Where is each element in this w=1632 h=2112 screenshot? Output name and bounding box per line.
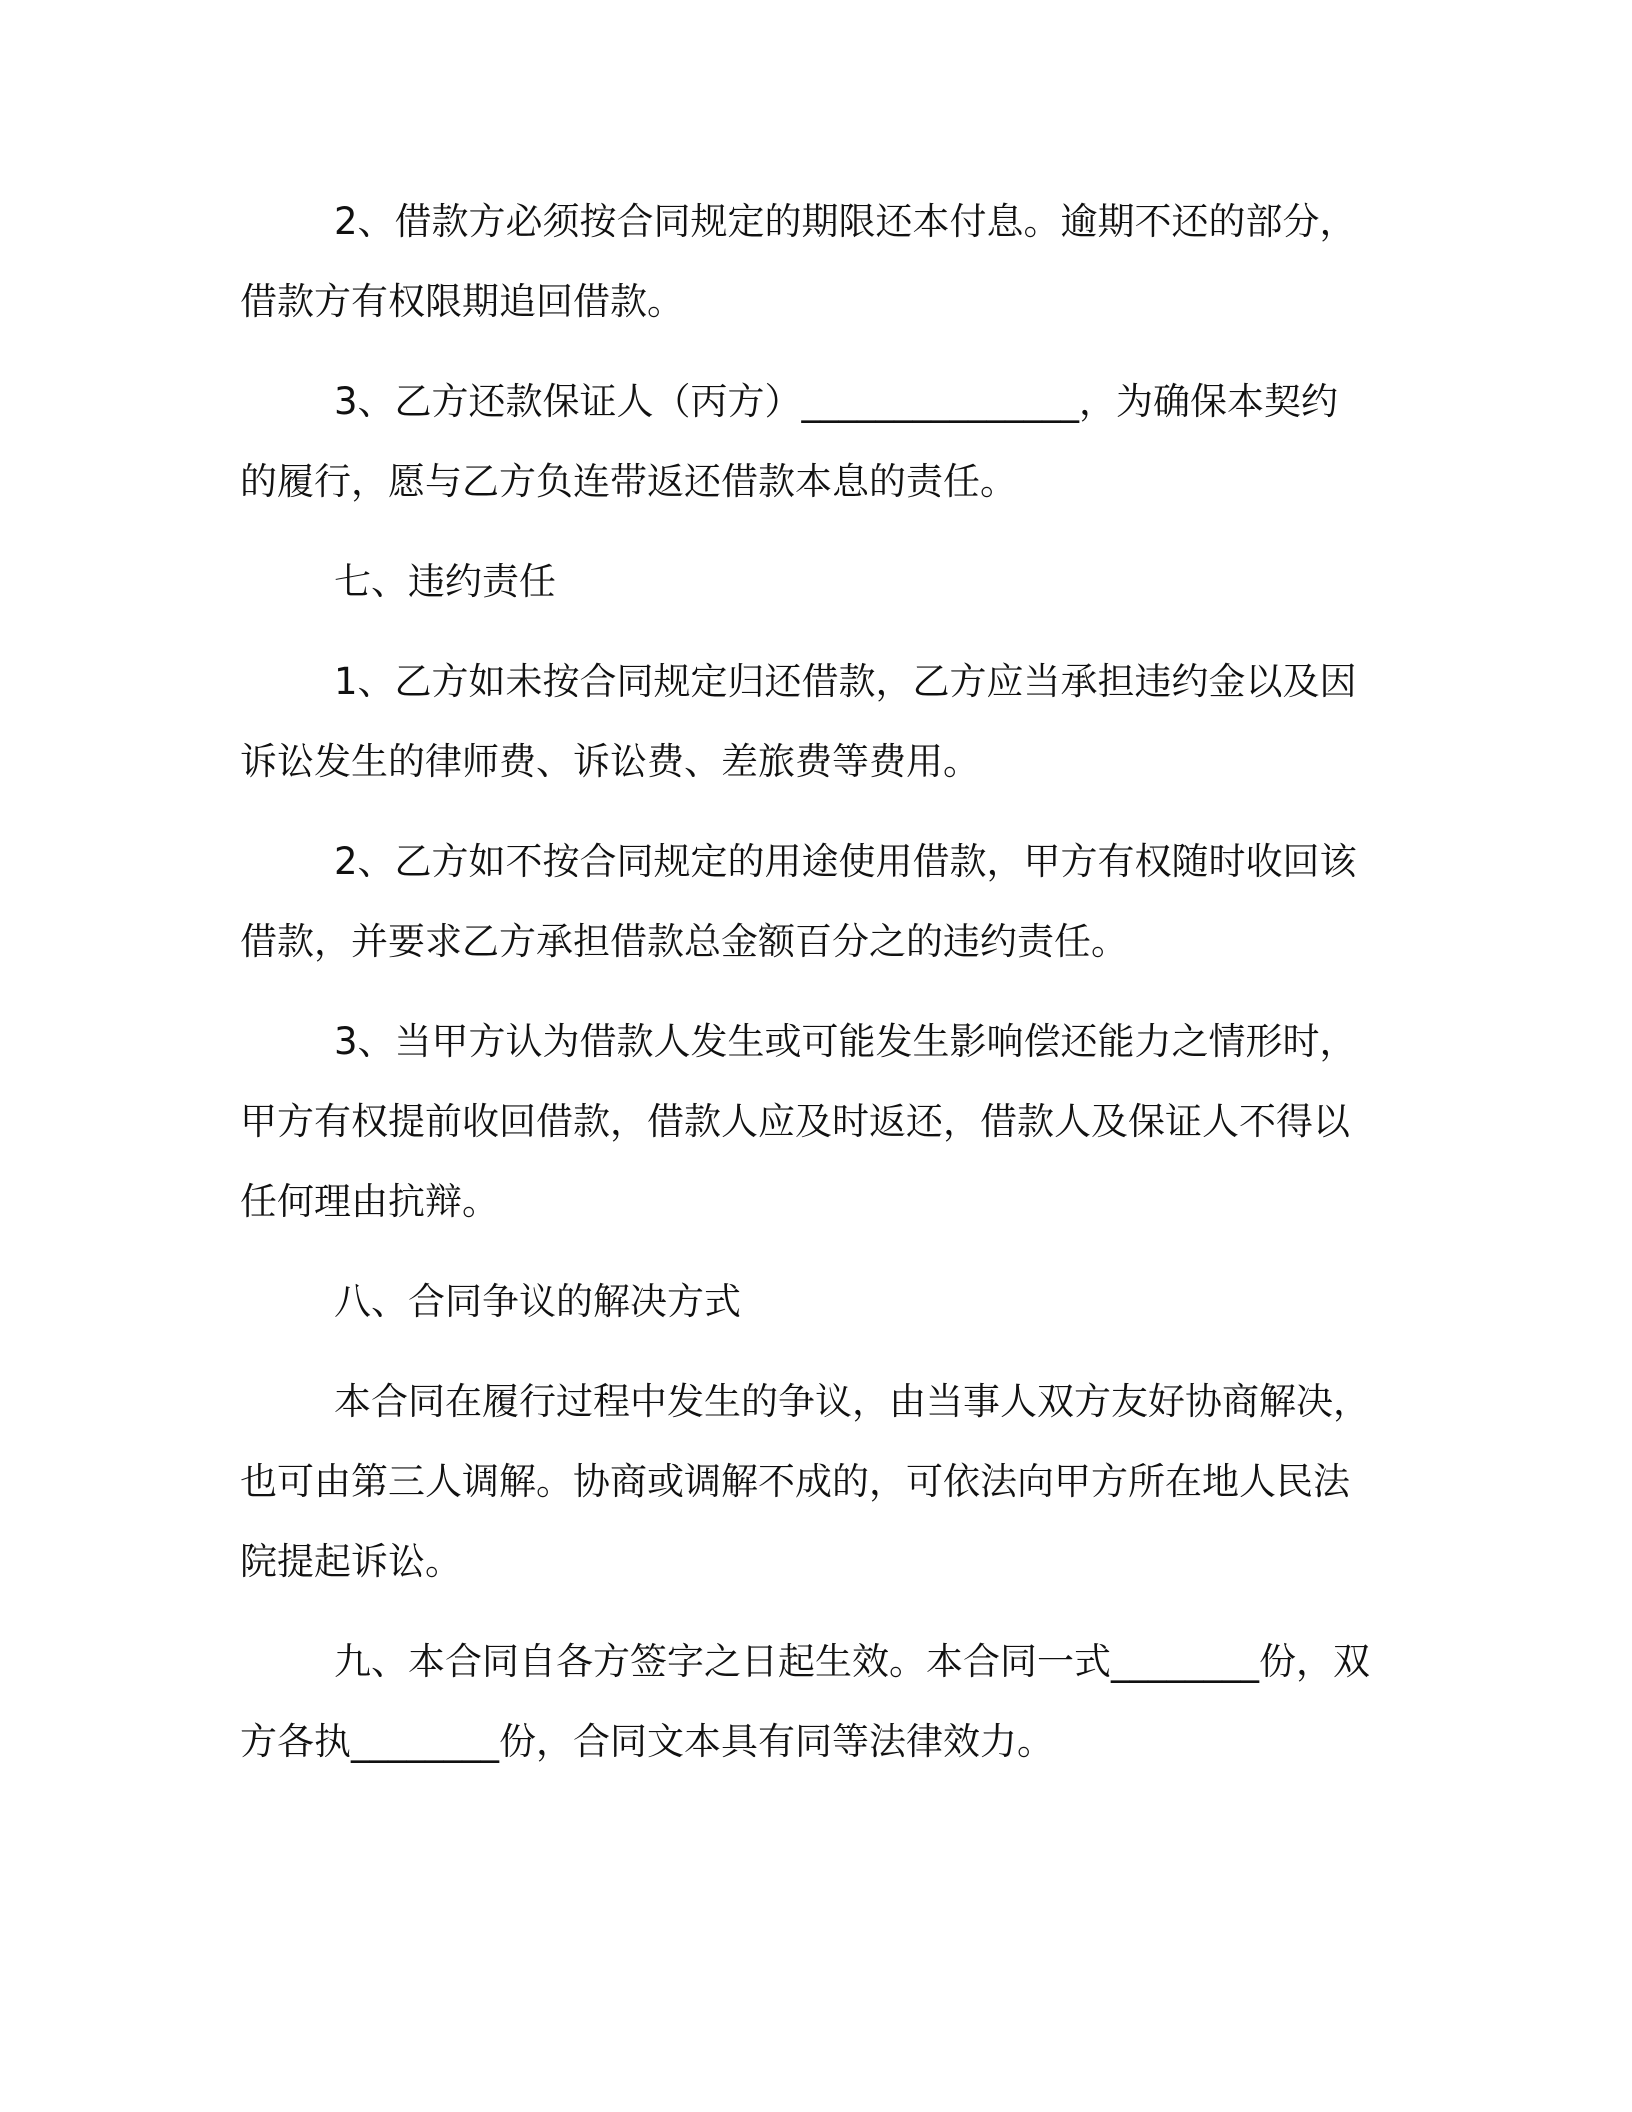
clause-7-2: 2、乙方如不按合同规定的用途使用借款，甲方有权随时收回该借款，并要求乙方承担借款总金额百分之的违约责任。 [240,840,1357,963]
clause-7-1: 1、乙方如未按合同规定归还借款，乙方应当承担违约金以及因诉讼发生的律师费、诉讼费、差旅费等费用。 [240,660,1357,783]
section-heading-breach: 七、违约责任 [334,560,556,603]
clause-6-2: 2、借款方必须按合同规定的期限还本付息。逾期不还的部分，借款方有权限期追回借款。 [240,200,1357,323]
clause-7-3: 3、当甲方认为借款人发生或可能发生影响偿还能力之情形时，甲方有权提前收回借款，借款人应及时返还，借款人及保证人不得以任何理由抗辩。 [240,1020,1357,1223]
section-heading-dispute: 八、合同争议的解决方式 [334,1280,741,1323]
document-body [240,182,1372,1802]
clause-6-3: 3、乙方还款保证人（丙方）_______________，为确保本契约的履行，愿与乙方负连带返还借款本息的责任。 [240,380,1339,503]
clause-9: 九、本合同自各方签字之日起生效。本合同一式________份，双方各执________份，合同文本具有同等法律效力。 [240,1640,1370,1763]
clause-8-body: 本合同在履行过程中发生的争议，由当事人双方友好协商解决，也可由第三人调解。协商或调解不成的，可依法向甲方所在地人民法院提起诉讼。 [240,1380,1370,1583]
